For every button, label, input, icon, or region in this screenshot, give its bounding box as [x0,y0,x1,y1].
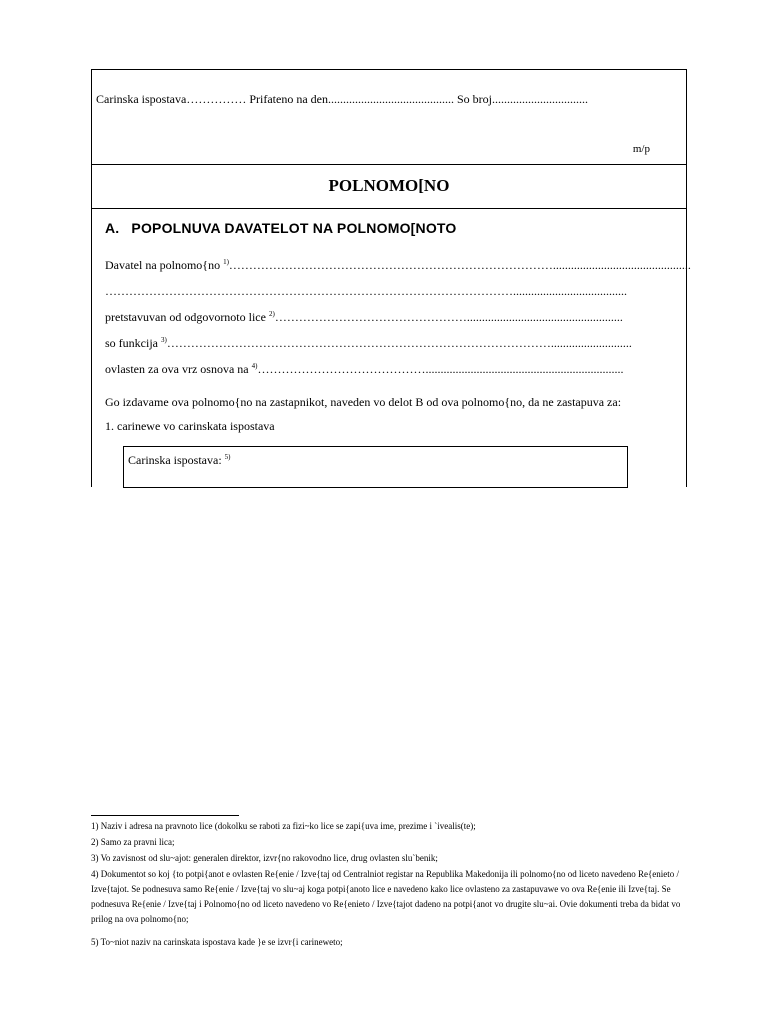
footnote-divider [91,815,239,816]
page-title: POLNOMO[NO [328,176,450,195]
footnote-2: 2) Samo za pravni lica; [91,837,175,847]
footnote-5: 5) To~niot naziv na carinskata ispostava kade }e se izvr{i carineweto; [91,937,343,947]
footnote-ref: 3) [161,336,167,344]
footnote-4: 4) Dokumentot so koj {to potpi{anot e ovlasten Re{enie / Izve{taj od Centralniot registar na Republika Makedonija ili polnomo{no od liceto navedeno Re{enieto / Izve{tajot. Se podnesuva samo Re{enie / Izve{taj vo slu~aj koga potpi{anoto lice e navedeno kako lice ovlasteno za zastapuvawe vo ova Re{enie ili Izve{taj. Se podnesuva Re{enie / Izve{taj i Polnomo{no od liceto navedeno vo Re{enieto / Izve{tajot dadeno na potpi{anot vo drugite slu~ai. Ovie dokumenti treba da bidat vo prilog na ova polnomo{no; [91,869,681,924]
responsible-person-line[interactable]: pretstavuvan od odgovornoto lice $^{2)}$………………………………………….................................................... [105,310,623,324]
customs-office-box-label: Carinska ispostava: $^{5)}$ [128,453,231,467]
footnote-ref: 4) [251,362,258,370]
footnote-1: 1) Naziv i adresa na pravnoto lice (dokolku se raboti za fizi~ko lice se zapi{uva ime, prezime i `ivealis(te); [91,821,476,831]
section-heading: POPOLNUVA DAVATELOT NA POLNOMO[NOTO [131,220,457,236]
authorization-basis-line[interactable]: ovlasten za ova vrz osnova na $^{4)}$…………………………………….................................................................. [105,362,624,376]
section-a-title [105,220,457,236]
footnote-ref: 2) [268,310,275,318]
function-line[interactable]: so funkcija $^{3)}$……………………………………………………………………………………........................... [105,336,632,350]
footnote-3: 3) Vo zavisnost od slu~ajot: generalen direktor, izvr{no rakovodno lice, drug ovlasten slu`benik; [91,853,438,863]
authorization-form [91,69,691,487]
customs-office-box[interactable] [123,446,628,488]
header-line [96,92,588,107]
grantor-line-continued[interactable]: …………………………………………………………………………………………...................................... [105,284,627,298]
statement-text: Go izdavame ova polnomo{no na zastapnikot, naveden vo delot B od ova polnomo{no, da ne zastapuva za: [105,395,622,409]
stamp-placeholder: m/p [632,143,650,155]
grantor-line[interactable]: Davatel na polnomo{no $^{1)}$……………………………………………………………………….............................................. [105,258,691,272]
footnote-ref: 1) [223,258,229,266]
footnote-ref: 5) [224,453,231,461]
item-customs-clearance: 1. carinewe vo carinskata ispostava [105,419,275,433]
number-field[interactable]: So broj................................ [456,92,588,106]
title-row [92,164,686,209]
customs-office-field[interactable]: Carinska ispostava…………… [96,92,247,106]
section-letter: A. [105,220,120,236]
header-row [92,70,686,165]
received-date-field[interactable]: Prifateno na den.......................................... [249,92,454,106]
